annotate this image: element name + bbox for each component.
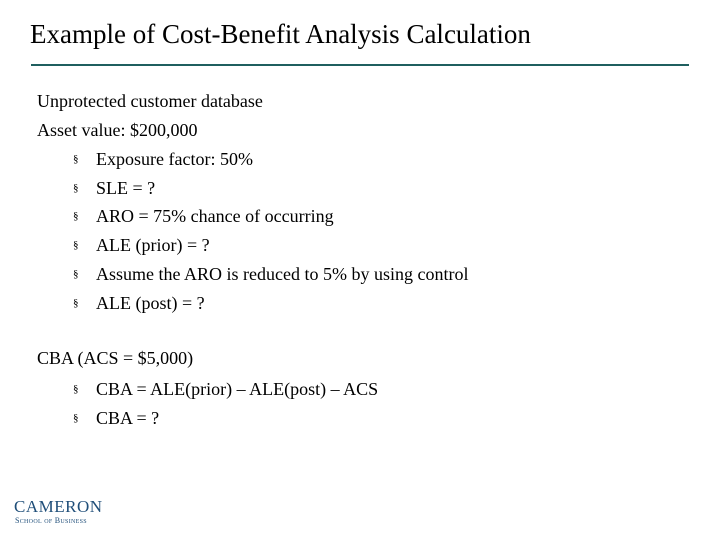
body-line-database: Unprotected customer database: [37, 91, 263, 111]
logo-subtitle: School of Business: [15, 516, 87, 525]
bullet-icon: §: [73, 268, 79, 280]
sub-item-ale-post: ALE (post) = ?: [96, 293, 205, 313]
sub-item-cba-result: CBA = ?: [96, 408, 160, 428]
bullet-icon: §: [73, 182, 79, 194]
logo-wordmark: CAMERON: [14, 497, 103, 516]
cameron-logo: [14, 498, 104, 532]
sub-item-sle: SLE = ?: [96, 178, 156, 198]
bullet-icon: §: [73, 153, 79, 165]
body-line-asset-value: Asset value: $200,000: [37, 120, 198, 140]
sub-item-ale-prior: ALE (prior) = ?: [96, 235, 210, 255]
sub-item-exposure-factor: Exposure factor: 50%: [96, 149, 253, 169]
slide-title: Example of Cost-Benefit Analysis Calculation: [30, 19, 531, 49]
bullet-icon: §: [73, 383, 79, 395]
bullet-icon: §: [73, 239, 79, 251]
sub-item-aro-reduced: Assume the ARO is reduced to 5% by using control: [96, 264, 469, 284]
sub-item-cba-formula: CBA = ALE(prior) – ALE(post) – ACS: [96, 379, 379, 399]
bullet-icon: §: [73, 412, 79, 424]
body-line-cba-acs: CBA (ACS = $5,000): [37, 348, 194, 368]
bullet-icon: §: [73, 297, 79, 309]
title-divider: [31, 64, 689, 66]
bullet-icon: §: [73, 210, 79, 222]
sub-item-aro: ARO = 75% chance of occurring: [96, 206, 334, 226]
